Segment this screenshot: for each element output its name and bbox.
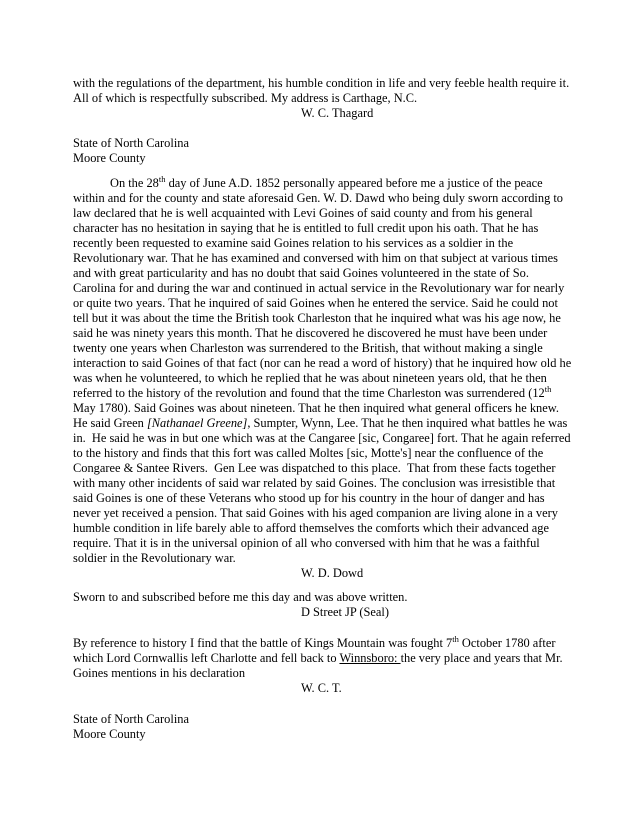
text-segment: May 1780). Said Goines was about nineteen. That he then inquired what general officers he knew. He said Green — [73, 386, 566, 430]
signature-w-c-t — [73, 681, 572, 696]
text-segment: October 1780 after which Lord Cornwallis left Charlotte and fell back to — [73, 636, 559, 665]
text-segment: State of North Carolina — [73, 712, 189, 726]
continuation-paragraph — [73, 76, 572, 106]
superscript-ordinal: th — [544, 383, 552, 394]
text-segment: W. C. T. — [301, 681, 342, 695]
text-segment: On the 28 — [110, 176, 159, 190]
text-segment: State of North Carolina — [73, 136, 189, 150]
text-segment: D Street JP (Seal) — [301, 605, 389, 619]
text-segment: Moore County — [73, 727, 146, 741]
signature-w-d-dowd — [73, 566, 572, 581]
text-segment: W. C. Thagard — [301, 106, 374, 120]
text-segment: Sworn to and subscribed before me this day and was above written. — [73, 590, 408, 604]
superscript-ordinal: th — [452, 633, 459, 644]
text-segment: Moore County — [73, 151, 146, 165]
text-segment: , Sumpter, Wynn, Lee. That he then inquired what battles he was in. He said he was in but one which was at the Cangaree [sic, Congaree] fort. That he again referred to the history and finds that this fort was called Moltes [sic, Motte's] near the confluence of the Congaree & Santee Rivers. Gen Lee was dispatched to this place. That from these facts together with many other incidents of said war related by said Goines. The conclusion was irresistible that said Goines is one of these Veterans who stood up for his country in the hour of danger and has never yet received a pension. That said Goines with his aged companion are living alone in a very humble condition in life barely able to afford themselves the comforts which their advanced age require. That it is in the universal opinion of all who conversed with him that he was a faithful soldier in the Revolutionary war. — [73, 416, 574, 565]
county-heading-2 — [73, 727, 572, 742]
text-segment: By reference to history I find that the battle of Kings Mountain was fought 7 — [73, 636, 453, 650]
signature-w-c-thagard — [73, 106, 572, 121]
italic-annotation: [Nathanael Greene] — [146, 416, 248, 430]
superscript-ordinal: th — [158, 173, 166, 184]
underlined-text: Winnsboro: — [339, 651, 401, 665]
state-heading-1 — [73, 136, 572, 151]
text-segment: the very place and years that Mr. Goines mentions in his declaration — [73, 651, 566, 680]
sworn-statement-line — [73, 590, 572, 605]
text-segment: day of June A.D. 1852 personally appeared before me a justice of the peace within and for the county and state aforesaid Gen. W. D. Dawd who being duly sworn according to law declared that he is well acquainted with Levi Goines of said county and from his general character has no hesitation in saying that he is entitled to full credit upon his oath. That he has recently been requested to examine said Goines relation to his services as a soldier in the Revolutionary war. That he has examined and conversed with him on that subject at various times and with great particularity and has no doubt that said Goines volunteered in the state of So. Carolina for and during the war and continued in actual service in the Revolutionary war for nearly or quite two years. That he inquired of said Goines when he entered the service. Said he could not tell but it was about the time the British took Charleston that he inquired what was his age now, he said he was ninety years this month. That he discovered he discovered he must have been under twenty one years when Charleston was surrendered to the British, that without making a single interaction to said Goines of that fact (nor can he read a word of history) that he inquired how old he was when he volunteered, to which he replied that he was about nineteen years old, that he then referred to the history of the revolution and found that the time Charleston was surrendered (12 — [73, 176, 575, 400]
text-segment: W. D. Dowd — [301, 566, 364, 580]
deposition-paragraph — [73, 173, 575, 566]
history-note-paragraph — [73, 633, 572, 681]
text-segment: with the regulations of the department, his humble condition in life and very feeble health require it. All of which is respectfully subscribed. My address is Carthage, N.C. — [73, 76, 572, 105]
county-heading-1 — [73, 151, 572, 166]
state-heading-2 — [73, 712, 572, 727]
signature-d-street-jp — [73, 605, 572, 620]
